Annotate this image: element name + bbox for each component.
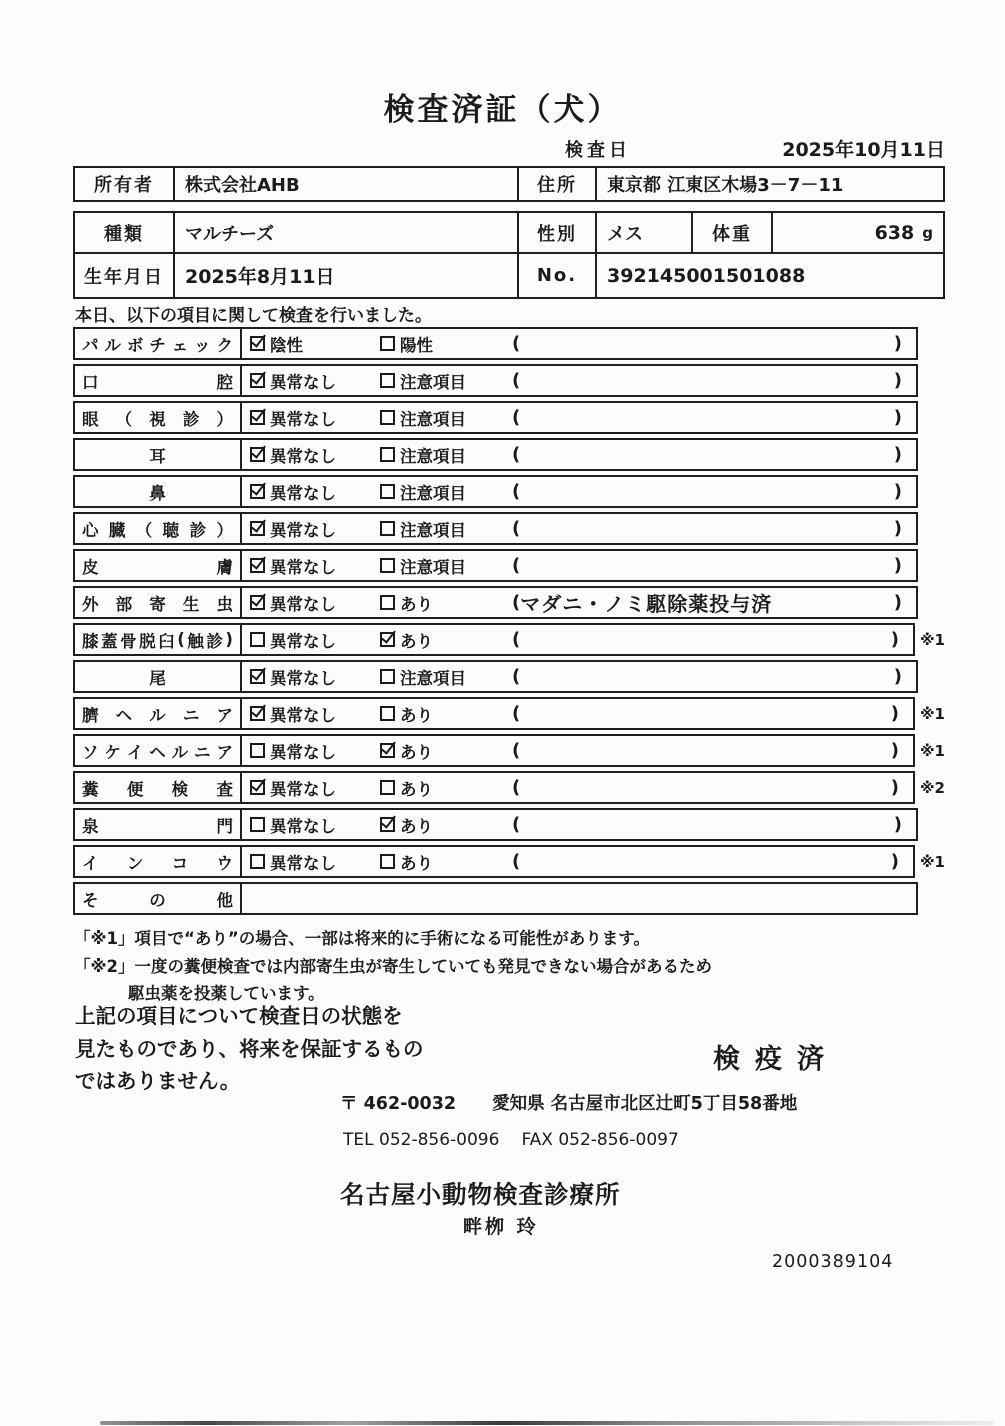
label-char: 腔 — [216, 372, 233, 392]
label-char: ( — [177, 630, 185, 649]
inspection-item-label — [75, 847, 242, 876]
result-option-label: 異常なし — [270, 372, 336, 392]
footnote-1: 「※1」項目で“あり”の場合、一部は将来的に手術になる可能性があります。 — [74, 929, 650, 948]
checkbox-unchecked-icon — [250, 632, 265, 647]
clinic-address-line — [340, 1090, 797, 1115]
label-char: イ — [126, 742, 144, 762]
birth-label: 生年月日 — [75, 254, 175, 297]
row-footnote-mark: ※1 — [919, 704, 945, 723]
result-option-label: あり — [400, 779, 433, 799]
row-footnote-mark: ※1 — [919, 630, 945, 649]
row-footnote-mark: ※1 — [919, 852, 945, 871]
checkbox-checked-icon — [250, 373, 265, 388]
label-char: イ — [82, 853, 99, 873]
footnote-2-line-2: 駆虫薬を投薬しています。 — [128, 984, 325, 1003]
label-char: ウ — [216, 853, 233, 873]
label-char: 心 — [82, 520, 99, 540]
label-char: ッ — [194, 335, 211, 355]
remarks-paren-close: ) — [893, 407, 902, 428]
inspection-row-content — [242, 366, 916, 395]
label-char: ェ — [171, 335, 189, 355]
owner-label: 所有者 — [75, 168, 175, 200]
remarks-paren-close: ) — [893, 555, 902, 576]
result-option-label: 注意項目 — [400, 520, 466, 540]
inspection-item-label — [75, 366, 242, 395]
inspection-item-label — [75, 329, 242, 358]
footnote-2-line-1: 「※2」一度の糞便検査では内部寄生虫が寄生していても発見できない場合があるため — [74, 956, 713, 976]
result-option-label: 陽性 — [400, 335, 433, 355]
remarks-paren-close: ) — [890, 629, 899, 650]
inspection-row — [73, 882, 945, 915]
label-char: 臼 — [158, 631, 175, 651]
statement-line-2: 見たものであり、将来を保証するもの — [75, 1036, 424, 1061]
label-char: ) — [225, 630, 233, 649]
checkbox-checked-icon — [380, 817, 395, 832]
weight-label: 体重 — [693, 213, 773, 252]
clinic-postal-code: 〒 462-0032 — [340, 1094, 457, 1114]
clinic-tel-fax-line — [343, 1130, 679, 1150]
page-title: 検査済証（犬） — [383, 92, 622, 128]
pet-info-row-2 — [75, 254, 943, 297]
remarks-paren-close: ) — [893, 592, 902, 613]
label-char: 便 — [126, 779, 144, 799]
checkbox-checked-icon — [250, 521, 265, 536]
result-option — [250, 773, 336, 802]
scan-artifact-line — [100, 1421, 995, 1425]
result-option — [250, 403, 336, 432]
remarks-paren-close: ) — [890, 703, 899, 724]
label-char: 膝 — [82, 631, 99, 651]
statement-line-3: ではありません。 — [75, 1069, 241, 1093]
label-char: ア — [216, 705, 233, 725]
clinic-address: 愛知県 名古屋市北区辻町5丁目58番地 — [492, 1094, 798, 1114]
inspection-row — [73, 549, 945, 582]
label-char: 虫 — [216, 594, 233, 614]
result-option — [380, 625, 433, 654]
label-char: 生 — [182, 594, 200, 614]
inspection-row-content — [242, 699, 913, 728]
result-option-label: 異常なし — [270, 594, 336, 614]
inspection-row-box — [73, 327, 918, 360]
inspection-row — [73, 660, 945, 693]
label-char: 糞 — [82, 779, 99, 799]
inspection-row-content — [242, 736, 913, 765]
checkbox-unchecked-icon — [380, 373, 395, 388]
inspection-row — [73, 586, 945, 619]
result-option-label: 異常なし — [270, 816, 336, 836]
label-char: 部 — [115, 594, 133, 614]
checkbox-checked-icon — [380, 743, 395, 758]
inspection-table — [73, 327, 945, 915]
inspection-date-label: 検査日 — [565, 140, 631, 161]
result-option-label: 注意項目 — [400, 372, 466, 392]
sex-value: メス — [597, 213, 693, 252]
checkbox-unchecked-icon — [380, 484, 395, 499]
label-char: 鼻 — [149, 483, 166, 503]
label-char: ヘ — [149, 742, 166, 762]
remarks-paren-open: ( — [512, 518, 521, 539]
inspection-row-box — [73, 586, 918, 619]
inspection-row-box — [73, 697, 915, 730]
result-option-label: 異常なし — [270, 742, 336, 762]
label-char: 寄 — [149, 594, 166, 614]
inspection-date-value: 2025年10月11日 — [782, 139, 945, 161]
result-option — [250, 329, 303, 358]
pet-info-row-1 — [75, 213, 943, 254]
label-char: 門 — [216, 816, 233, 836]
result-option — [380, 662, 466, 691]
inspection-row-content — [242, 662, 916, 691]
weight-number: 638 — [874, 221, 915, 244]
row-footnote-mark: ※1 — [919, 741, 945, 760]
checkbox-checked-icon — [250, 595, 265, 610]
remarks-paren-open: ( — [512, 555, 521, 576]
result-option-label: 注意項目 — [400, 668, 466, 688]
inspection-row-content — [242, 551, 916, 580]
sex-label: 性別 — [519, 213, 597, 252]
inspection-row-content — [242, 514, 916, 543]
result-option — [250, 551, 336, 580]
inspection-row-box — [73, 512, 918, 545]
label-char: コ — [171, 853, 189, 873]
inspection-row-content — [242, 477, 916, 506]
remarks-paren-open: ( — [512, 666, 521, 687]
label-char: の — [149, 890, 166, 910]
inspection-row — [73, 512, 945, 545]
result-option — [380, 551, 466, 580]
inspection-row — [73, 438, 945, 471]
checkbox-checked-icon — [250, 706, 265, 721]
inspection-row — [73, 327, 945, 360]
inspection-row-content — [242, 329, 916, 358]
label-char: 尾 — [149, 668, 166, 688]
label-char: 検 — [171, 779, 189, 799]
label-char: 視 — [149, 409, 166, 429]
inspection-item-label — [75, 736, 242, 765]
inspection-item-label — [75, 699, 242, 728]
inspection-row-box — [73, 438, 918, 471]
checkbox-checked-icon — [250, 558, 265, 573]
inspection-row — [73, 401, 945, 434]
owner-value: 株式会社AHB — [175, 168, 519, 200]
clinic-name: 名古屋小動物検査診療所 — [340, 1180, 621, 1209]
remarks-paren-open: ( — [512, 814, 521, 835]
remarks-paren-close: ) — [890, 851, 899, 872]
inspection-row — [73, 771, 945, 804]
label-char: ヘ — [115, 705, 133, 725]
birth-value: 2025年8月11日 — [175, 254, 519, 297]
label-char: ニ — [182, 705, 200, 725]
clinic-person-name: 畔栁 玲 — [463, 1216, 539, 1238]
remarks-paren-open: ( — [512, 481, 521, 502]
checkbox-unchecked-icon — [380, 706, 395, 721]
inspection-row-content — [242, 403, 916, 432]
checkbox-checked-icon — [250, 447, 265, 462]
label-char: 臓 — [108, 520, 126, 540]
label-char: ク — [216, 335, 233, 355]
result-option — [380, 810, 433, 839]
breed-value: マルチーズ — [175, 213, 519, 252]
result-option — [380, 699, 433, 728]
inspection-item-label — [75, 625, 242, 654]
clinic-fax: FAX 052-856-0097 — [521, 1130, 679, 1150]
checkbox-checked-icon — [250, 669, 265, 684]
weight-value — [773, 213, 943, 252]
result-option — [250, 699, 336, 728]
label-char: ） — [216, 409, 233, 429]
result-option-label: 異常なし — [270, 779, 336, 799]
checkbox-unchecked-icon — [380, 447, 395, 462]
breed-label: 種類 — [75, 213, 175, 252]
remarks-paren-close: ) — [893, 518, 902, 539]
result-option — [250, 366, 336, 395]
remarks-paren-open: ( — [512, 407, 521, 428]
inspection-row-box — [73, 734, 915, 767]
remarks-paren-open: ( — [512, 629, 521, 650]
inspection-row — [73, 364, 945, 397]
result-option — [250, 625, 336, 654]
result-option — [250, 662, 336, 691]
result-option-label: あり — [400, 816, 433, 836]
no-value: 392145001501088 — [607, 264, 806, 287]
result-option-label: 異常なし — [270, 520, 336, 540]
inspection-item-label — [75, 514, 242, 543]
result-option — [250, 736, 336, 765]
remarks-paren-close: ) — [893, 370, 902, 391]
label-char: 診 — [189, 520, 207, 540]
inspection-row-box — [73, 549, 918, 582]
label-char: （ — [135, 520, 153, 540]
remarks-text: マダニ・ノミ駆除薬投与済 — [520, 592, 773, 616]
inspection-row-box — [73, 808, 918, 841]
label-char: 外 — [82, 594, 99, 614]
inspection-row — [73, 697, 945, 730]
remarks-paren-open: ( — [512, 703, 521, 724]
remarks-paren-close: ) — [893, 481, 902, 502]
inspection-row-box — [73, 660, 918, 693]
result-option-label: あり — [400, 853, 433, 873]
label-char: ル — [149, 705, 166, 725]
inspection-item-label — [75, 884, 242, 913]
checkbox-unchecked-icon — [250, 743, 265, 758]
inspection-row-box — [73, 882, 918, 915]
remarks-paren-close: ) — [893, 666, 902, 687]
inspection-item-label — [75, 403, 242, 432]
remarks-paren-open: ( — [512, 851, 521, 872]
result-option-label: 異常なし — [270, 483, 336, 503]
remarks-paren-open: ( マダニ・ノミ駆除薬投与済 — [512, 588, 772, 617]
result-option — [250, 477, 336, 506]
label-char: 他 — [216, 890, 233, 910]
inspection-item-label — [75, 773, 242, 802]
inspection-row-box — [73, 364, 918, 397]
label-char: 膚 — [216, 557, 233, 577]
inspection-row-content — [242, 884, 916, 913]
inspection-item-label — [75, 588, 242, 617]
checkbox-checked-icon — [250, 780, 265, 795]
label-char: 口 — [82, 372, 99, 392]
statement-line-1: 上記の項目について検査日の状態を — [75, 1004, 403, 1028]
label-char: 触 — [187, 631, 204, 651]
inspection-row-content — [242, 773, 913, 802]
result-option-label: 異常なし — [270, 705, 336, 725]
remarks-paren-open: ( — [512, 777, 521, 798]
checkbox-unchecked-icon — [250, 854, 265, 869]
result-option — [380, 329, 433, 358]
result-option-label: あり — [400, 705, 433, 725]
result-option — [380, 588, 433, 617]
checkbox-unchecked-icon — [380, 669, 395, 684]
address-value: 東京都 江東区木場3－7－11 — [607, 175, 844, 196]
serial-number: 2000389104 — [772, 1252, 894, 1272]
label-char: 査 — [216, 779, 233, 799]
inspection-row-content — [242, 625, 913, 654]
checkbox-checked-icon — [250, 410, 265, 425]
inspection-row — [73, 475, 945, 508]
label-char: チ — [149, 335, 166, 355]
result-option — [380, 736, 433, 765]
label-char: 診 — [206, 631, 223, 651]
remarks-paren-close: ) — [893, 814, 902, 835]
clinic-tel: TEL 052-856-0096 — [343, 1130, 500, 1150]
pet-info-table — [73, 211, 945, 299]
result-option — [380, 440, 466, 469]
result-option-label: 異常なし — [270, 446, 336, 466]
label-char: ） — [216, 520, 233, 540]
label-char: ル — [171, 742, 189, 762]
label-char: ボ — [126, 335, 144, 355]
result-option-label: あり — [400, 594, 433, 614]
label-char: 眼 — [82, 409, 99, 429]
label-char: ケ — [104, 742, 121, 762]
result-option-label: 陰性 — [270, 335, 303, 355]
label-char: ン — [126, 853, 144, 873]
inspection-row — [73, 845, 945, 878]
remarks-paren-close: ) — [890, 740, 899, 761]
label-char: 耳 — [149, 446, 166, 466]
no-label: No. — [519, 254, 597, 297]
inspection-row — [73, 808, 945, 841]
inspection-row — [73, 734, 945, 767]
label-char: 脱 — [139, 631, 156, 651]
result-option — [380, 403, 466, 432]
label-char: ニ — [194, 742, 211, 762]
result-option-label: 異常なし — [270, 557, 336, 577]
remarks-paren-open: ( — [512, 333, 521, 354]
checkbox-unchecked-icon — [380, 854, 395, 869]
result-option — [380, 514, 466, 543]
remarks-paren-close: ) — [893, 444, 902, 465]
result-option-label: あり — [400, 631, 433, 651]
result-option-label: 注意項目 — [400, 446, 466, 466]
label-char: 泉 — [82, 816, 99, 836]
row-footnote-mark: ※2 — [919, 778, 945, 797]
disclaimer-statement — [75, 1000, 424, 1098]
label-char: パ — [82, 335, 99, 355]
inspection-row-content — [242, 588, 916, 617]
label-char: ソ — [82, 742, 99, 762]
result-option — [380, 773, 433, 802]
inspection-row-box — [73, 623, 915, 656]
address-label: 住所 — [519, 168, 597, 200]
checkbox-unchecked-icon — [380, 521, 395, 536]
inspection-item-label — [75, 810, 242, 839]
result-option-label: 異常なし — [270, 631, 336, 651]
label-char: ル — [104, 335, 121, 355]
label-char: 臍 — [82, 705, 99, 725]
label-char: 聴 — [162, 520, 180, 540]
checkbox-unchecked-icon — [380, 558, 395, 573]
inspection-item-label — [75, 440, 242, 469]
weight-unit: g — [922, 223, 933, 242]
inspection-row-content — [242, 440, 916, 469]
quarantine-stamp: 検疫済 — [713, 1044, 839, 1075]
result-option-label: 異常なし — [270, 853, 336, 873]
inspection-row-content — [242, 810, 916, 839]
checkbox-checked-icon — [380, 632, 395, 647]
result-option — [380, 366, 466, 395]
label-char: 皮 — [82, 557, 99, 577]
result-option — [250, 810, 336, 839]
label-char: （ — [115, 409, 133, 429]
checkbox-unchecked-icon — [380, 595, 395, 610]
inspection-row-box — [73, 845, 915, 878]
result-option — [380, 477, 466, 506]
inspection-row-box — [73, 401, 918, 434]
result-option-label: あり — [400, 742, 433, 762]
owner-table — [73, 166, 945, 202]
inspection-item-label — [75, 551, 242, 580]
checkbox-checked-icon — [250, 336, 265, 351]
inspection-row — [73, 623, 945, 656]
checkbox-unchecked-icon — [380, 336, 395, 351]
intro-text: 本日、以下の項目に関して検査を行いました。 — [75, 306, 432, 326]
result-option — [250, 588, 336, 617]
label-char: 蓋 — [101, 631, 118, 651]
remarks-paren-open: ( — [512, 740, 521, 761]
result-option — [250, 440, 336, 469]
checkbox-unchecked-icon — [250, 817, 265, 832]
result-option — [250, 847, 336, 876]
result-option-label: 注意項目 — [400, 483, 466, 503]
label-char: ア — [216, 742, 233, 762]
result-option — [250, 514, 336, 543]
inspection-item-label — [75, 477, 242, 506]
inspection-row-box — [73, 475, 918, 508]
remarks-paren-open: ( — [512, 444, 521, 465]
label-char: 診 — [182, 409, 200, 429]
remarks-paren-open: ( — [512, 370, 521, 391]
remarks-paren-close: ) — [890, 777, 899, 798]
inspection-item-label — [75, 662, 242, 691]
checkbox-checked-icon — [250, 484, 265, 499]
result-option-label: 注意項目 — [400, 409, 466, 429]
label-char: そ — [82, 890, 99, 910]
result-option — [380, 847, 433, 876]
checkbox-unchecked-icon — [380, 780, 395, 795]
label-char: 骨 — [120, 631, 137, 651]
inspection-row-content — [242, 847, 913, 876]
footnotes — [74, 925, 712, 1008]
inspection-row-box — [73, 771, 915, 804]
result-option-label: 注意項目 — [400, 557, 466, 577]
checkbox-unchecked-icon — [380, 410, 395, 425]
remarks-paren-close: ) — [893, 333, 902, 354]
result-option-label: 異常なし — [270, 409, 336, 429]
result-option-label: 異常なし — [270, 668, 336, 688]
